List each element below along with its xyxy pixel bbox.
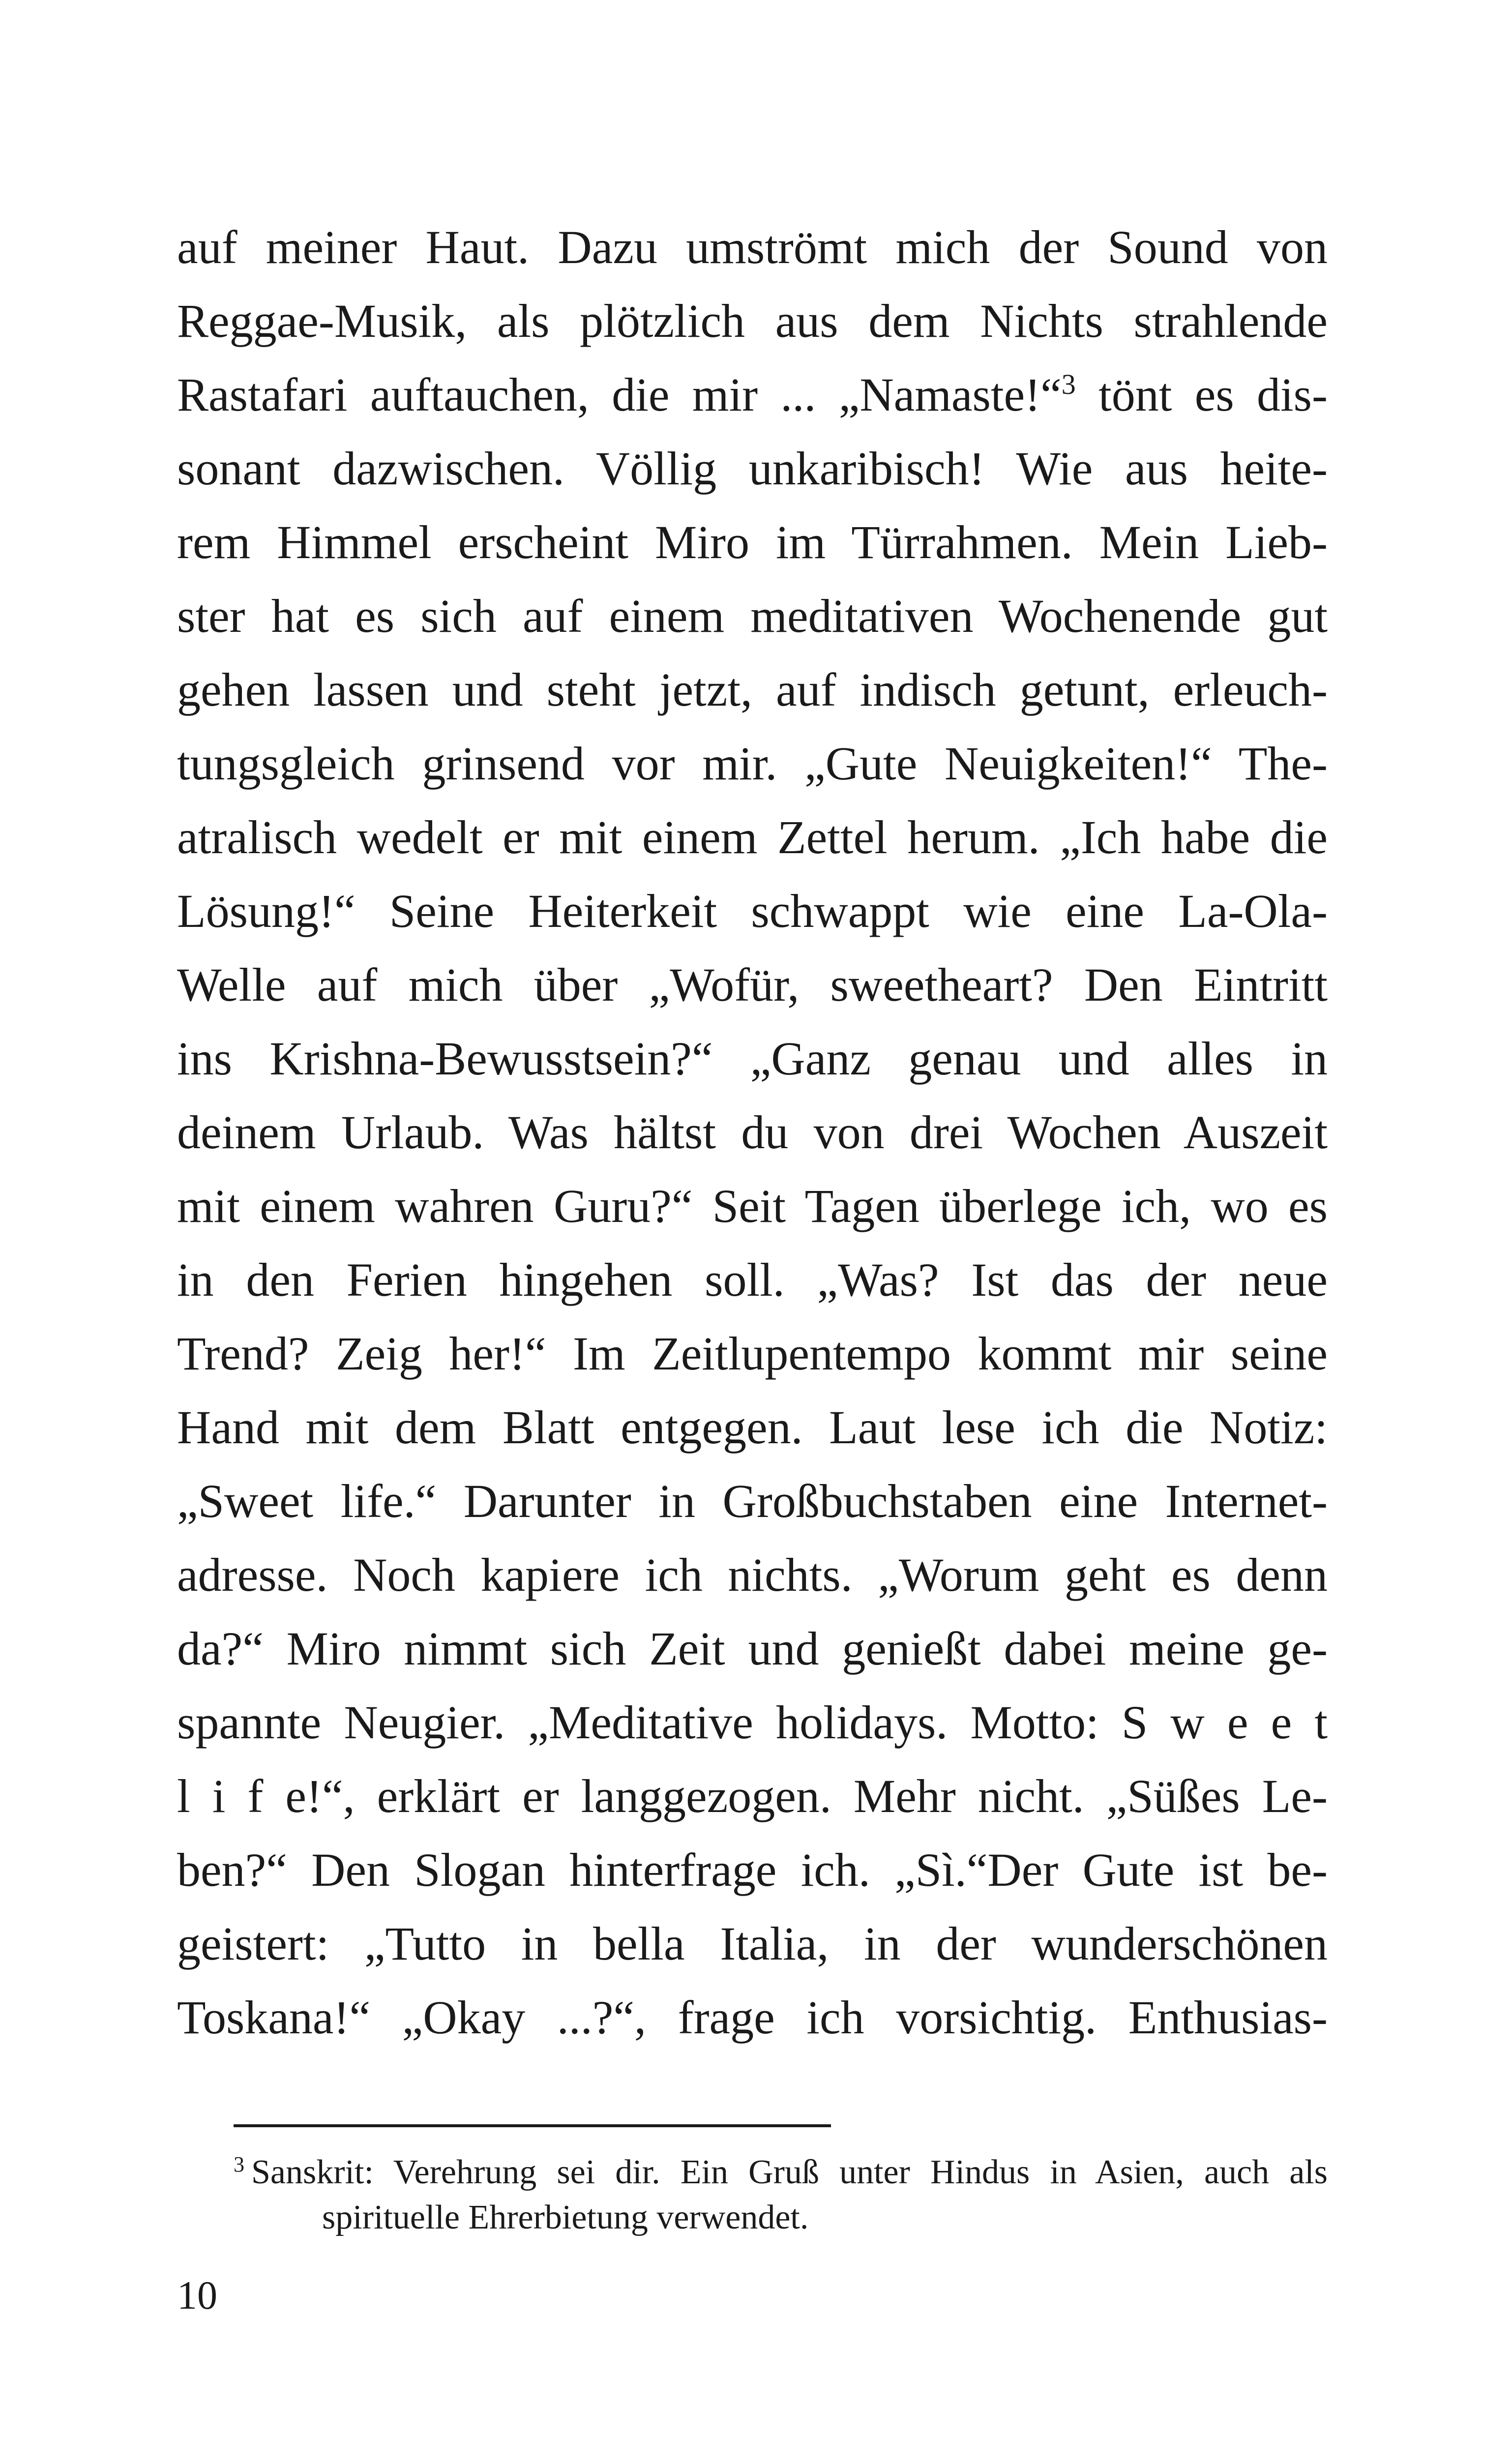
text-line: gehen lassen und steht jetzt, auf indisch getunt, erleuch- (177, 663, 1328, 716)
footnote-divider (234, 2124, 831, 2127)
text-line: Hand mit dem Blatt entgegen. Laut lese ich die Notiz: (177, 1401, 1328, 1454)
text-line: Welle auf mich über „Wofür, sweetheart? Den Eintritt (177, 958, 1328, 1011)
text-line: geistert: „Tutto in bella Italia, in der wunderschönen (177, 1917, 1328, 1970)
text-line: deinem Urlaub. Was hältst du von drei Wochen Auszeit (177, 1106, 1328, 1159)
text-line: auf meiner Haut. Dazu umströmt mich der Sound von (177, 221, 1328, 273)
text-line: tungsgleich grinsend vor mir. „Gute Neuigkeiten!“ The- (177, 737, 1328, 790)
body-text (177, 210, 1328, 2054)
text-line: da?“ Miro nimmt sich Zeit und genießt dabei meine ge- (177, 1622, 1328, 1675)
footnote (234, 2150, 1328, 2240)
text-line: Lösung!“ Seine Heiterkeit schwappt wie eine La-Ola- (177, 885, 1328, 937)
footnote-line: spirituelle Ehrerbietung verwendet. (322, 2199, 809, 2236)
text-line: „Sweet life.“ Darunter in Großbuchstaben eine Internet- (177, 1475, 1328, 1527)
text-line: rem Himmel erscheint Miro im Türrahmen. Mein Lieb- (177, 516, 1328, 568)
footnote-reference[interactable]: 3 (1061, 368, 1076, 400)
text-line: mit einem wahren Guru?“ Seit Tagen überlege ich, wo es (177, 1180, 1328, 1232)
page-number: 10 (177, 2273, 217, 2318)
text-line: Trend? Zeig her!“ Im Zeitlupentempo kommt mir seine (177, 1327, 1328, 1380)
text-line: ster hat es sich auf einem meditativen Wochenende gut (177, 590, 1328, 642)
text-line: ben?“ Den Slogan hinterfrage ich. „Sì.“Der Gute ist be- (177, 1843, 1328, 1896)
text-line: in den Ferien hingehen soll. „Was? Ist das der neue (177, 1253, 1328, 1306)
footnote-text: Sanskrit: Verehrung sei dir. Ein Gruß unter Hindus in Asien, auch als (251, 2153, 1328, 2191)
text-line: Reggae-Musik, als plötzlich aus dem Nichts strahlende (177, 295, 1328, 347)
footnote-line (234, 2150, 1328, 2195)
text-segment: tönt es dis- (1098, 368, 1328, 421)
text-line (177, 358, 1328, 432)
text-line: spannte Neugier. „Meditative holidays. Motto: S w e e t (177, 1696, 1328, 1749)
footnote-number: 3 (234, 2152, 244, 2176)
text-line: sonant dazwischen. Völlig unkaribisch! Wie aus heite- (177, 442, 1328, 495)
text-line: l i f e!“, erklärt er langgezogen. Mehr nicht. „Süßes Le- (177, 1770, 1328, 1822)
text-line: adresse. Noch kapiere ich nichts. „Worum geht es denn (177, 1548, 1328, 1601)
text-line: ins Krishna-Bewusstsein?“ „Ganz genau und alles in (177, 1032, 1328, 1085)
text-segment: Rastafari auftauchen, die mir ... „Namaste!“ (177, 368, 1062, 421)
text-line: Toskana!“ „Okay ...?“, frage ich vorsichtig. Enthusias- (177, 1991, 1328, 2044)
text-line: atralisch wedelt er mit einem Zettel herum. „Ich habe die (177, 811, 1328, 863)
